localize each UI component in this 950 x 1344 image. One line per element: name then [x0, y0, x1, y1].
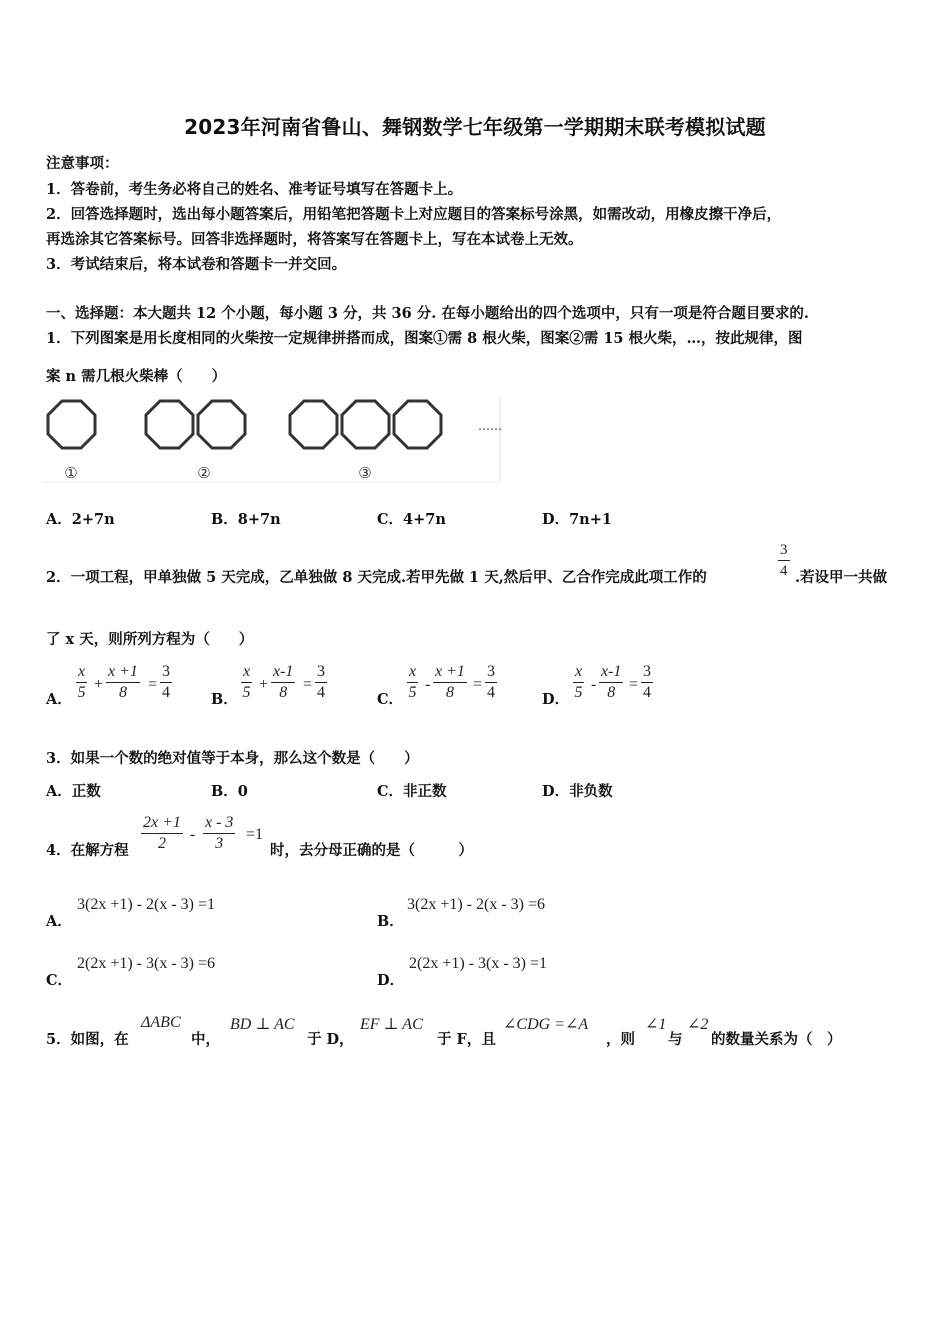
- denominator: 4: [317, 684, 325, 701]
- equals: =: [148, 676, 158, 693]
- fraction: [433, 662, 467, 703]
- q5-math: ∠2: [687, 1016, 709, 1033]
- option-letter: A．: [46, 691, 72, 708]
- numerator: 3: [315, 662, 327, 683]
- q1-matchstick-figure: [42, 392, 504, 484]
- numerator: x +1: [106, 662, 140, 683]
- equals: =: [629, 676, 639, 693]
- q1-text: 案 n 需几根火柴棒（ ）: [46, 368, 227, 385]
- q1-option-d[interactable]: D．7n+1: [542, 511, 612, 528]
- fraction: [160, 662, 172, 703]
- q5-text: 中，: [191, 1031, 220, 1048]
- q1-text: 1．下列图案是用长度相同的火柴按一定规律拼搭而成，图案①需 8 根火柴，图案②需 15 根火柴，…，按此规律，图: [46, 330, 803, 347]
- q5-math: ∠CDG =∠A: [503, 1016, 589, 1033]
- q3-option-d[interactable]: D．非负数: [542, 783, 613, 800]
- numerator: 2x +1: [141, 813, 183, 834]
- denominator: 8: [445, 684, 454, 701]
- q5-math: BD ⊥ AC: [230, 1016, 295, 1033]
- option-equation: 2(2x +1) - 3(x - 3) =1: [409, 955, 548, 972]
- notice-item: 再选涂其它答案标号。回答非选择题时，将答案写在答题卡上，写在本试卷上无效。: [46, 231, 583, 248]
- numerator: 3: [160, 662, 172, 683]
- option-letter: B．: [377, 913, 404, 930]
- q4-fraction-1: [141, 813, 183, 854]
- option-letter: A．: [46, 913, 72, 930]
- numerator: 3: [485, 662, 497, 683]
- section-heading: 一、选择题：本大题共 12 个小题，每小题 3 分，共 36 分. 在每小题给出的四个选项中，只有一项是符合题目要求的.: [46, 305, 809, 322]
- numerator: x +1: [433, 662, 467, 683]
- numerator: x-1: [271, 662, 295, 683]
- page-title: 2023年河南省鲁山、舞钢数学七年级第一学期期末联考模拟试题: [184, 115, 766, 139]
- q1-option-a[interactable]: A．2+7n: [46, 511, 115, 528]
- q5-text: 与: [668, 1031, 683, 1048]
- fraction: [241, 662, 252, 703]
- option-equation: 3(2x +1) - 2(x - 3) =6: [407, 896, 546, 913]
- operator: +: [94, 676, 104, 693]
- notice-item: 1．答卷前，考生务必将自己的姓名、准考证号填写在答题卡上。: [46, 181, 463, 198]
- option-equation: 3(2x +1) - 2(x - 3) =1: [77, 896, 216, 913]
- q5-text: 于 F，且: [437, 1031, 496, 1048]
- numerator: 3: [641, 662, 653, 683]
- q2-text: .若设甲一共做: [795, 569, 888, 586]
- q4-text: 4．在解方程: [46, 842, 129, 859]
- q2-text: 2．一项工程，甲单独做 5 天完成，乙单独做 8 天完成.若甲先做 1 天,然后甲、乙合作完成此项工作的: [46, 569, 707, 586]
- operator: +: [259, 676, 269, 693]
- figure-label: ②: [197, 464, 211, 482]
- numerator: x: [241, 662, 252, 683]
- fraction: [573, 662, 584, 703]
- option-letter: D．: [377, 972, 405, 989]
- denominator: 5: [242, 684, 251, 701]
- q2-fraction-numerator: 3: [778, 540, 790, 561]
- equals: =: [473, 676, 483, 693]
- q5-math: ∠1: [645, 1016, 667, 1033]
- q5-text: 于 D，: [307, 1031, 354, 1048]
- option-letter: C．: [377, 691, 404, 708]
- denominator: 3: [215, 835, 224, 852]
- option-letter: C．: [46, 972, 73, 989]
- numerator: x: [76, 662, 87, 683]
- denominator: 8: [607, 684, 616, 701]
- q2-fraction-denominator: 4: [780, 563, 788, 579]
- equals-one: =1: [246, 826, 264, 843]
- numerator: x: [573, 662, 584, 683]
- denominator: 5: [408, 684, 417, 701]
- q4-text: 时，去分母正确的是（ ）: [270, 842, 473, 859]
- fraction: [485, 662, 497, 703]
- q1-option-b[interactable]: B．8+7n: [211, 511, 281, 528]
- q3-option-c[interactable]: C．非正数: [377, 783, 447, 800]
- denominator: 4: [643, 684, 651, 701]
- option-letter: D．: [542, 691, 570, 708]
- numerator: x: [407, 662, 418, 683]
- q3-option-b[interactable]: B．0: [211, 783, 248, 800]
- figure-ellipsis: ……: [478, 419, 502, 433]
- operator: -: [190, 826, 196, 843]
- q5-math: ΔABC: [141, 1014, 181, 1031]
- q4-fraction-2: [203, 813, 235, 854]
- option-letter: B．: [211, 691, 238, 708]
- q3-option-a[interactable]: A．正数: [46, 783, 101, 800]
- fraction: [599, 662, 623, 703]
- q5-math: EF ⊥ AC: [360, 1016, 423, 1033]
- denominator: 4: [162, 684, 170, 701]
- option-equation: 2(2x +1) - 3(x - 3) =6: [77, 955, 216, 972]
- denominator: 2: [157, 835, 166, 852]
- equals: =: [303, 676, 313, 693]
- notice-heading: 注意事项：: [46, 155, 119, 172]
- denominator: 8: [279, 684, 288, 701]
- notice-item: 2．回答选择题时，选出每小题答案后，用铅笔把答题卡上对应题目的答案标号涂黑，如需改动，用橡皮擦干净后，: [46, 206, 782, 223]
- q2-fraction: [778, 540, 790, 581]
- denominator: 8: [118, 684, 127, 701]
- q5-text: 5．如图，在: [46, 1031, 129, 1048]
- denominator: 5: [77, 684, 86, 701]
- q3-text: 3．如果一个数的绝对值等于本身，那么这个数是（ ）: [46, 750, 419, 767]
- figure-label: ①: [64, 464, 78, 482]
- q2-text: 了 x 天，则所列方程为（ ）: [46, 631, 254, 648]
- denominator: 4: [487, 684, 495, 701]
- q5-text: ，则: [606, 1031, 635, 1048]
- numerator: x-1: [599, 662, 623, 683]
- fraction: [271, 662, 295, 703]
- fraction: [76, 662, 87, 703]
- fraction: [106, 662, 140, 703]
- q1-option-c[interactable]: C．4+7n: [377, 511, 446, 528]
- notice-item: 3．考试结束后，将本试卷和答题卡一并交回。: [46, 256, 347, 273]
- denominator: 5: [574, 684, 583, 701]
- operator: -: [425, 676, 431, 693]
- q5-text: 的数量关系为（ ）: [711, 1031, 842, 1048]
- fraction: [641, 662, 653, 703]
- numerator: x - 3: [203, 813, 235, 834]
- operator: -: [591, 676, 597, 693]
- fraction: [315, 662, 327, 703]
- fraction: [407, 662, 418, 703]
- figure-label: ③: [358, 464, 372, 482]
